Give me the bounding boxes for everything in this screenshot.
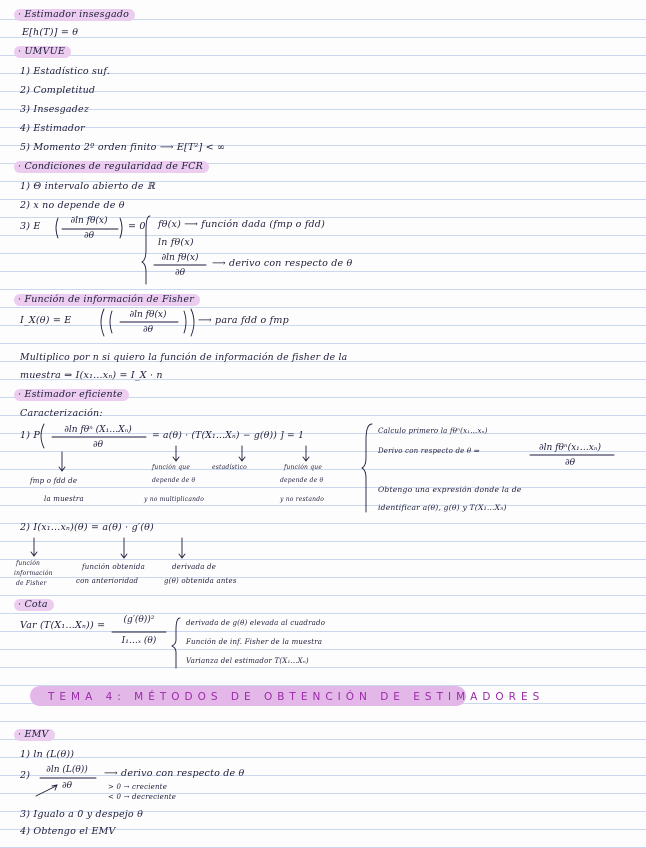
umvue-item: 4) Estimador bbox=[20, 123, 85, 134]
cota-brace-line: Varianza del estimador T(X₁…Xₙ) bbox=[186, 657, 309, 665]
section-regularidad: · Condiciones de regularidad de FCR bbox=[14, 161, 209, 173]
emv-step: 1) ln (L(θ)) bbox=[20, 749, 75, 760]
section-eficiente: · Estimador eficiente bbox=[14, 389, 129, 401]
caracterizacion-label: Caracterización: bbox=[20, 408, 103, 419]
regularity-brace-numerator: ∂ln fθ(x) bbox=[161, 253, 199, 263]
paren-right bbox=[184, 311, 186, 333]
eficiente-step: identificar a(θ), g(θ) y T(X₁…Xₙ) bbox=[378, 503, 507, 512]
arrow-line bbox=[36, 786, 56, 796]
emv-increasing: > 0 → creciente bbox=[108, 783, 168, 791]
regularity-item-3-lead: 3) E bbox=[20, 221, 41, 232]
brace bbox=[142, 216, 150, 284]
regularity-item-3-denominator: ∂θ bbox=[83, 231, 95, 241]
umvue-item: 5) Momento 2º orden finito ⟶ E[T²] < ∞ bbox=[20, 142, 226, 153]
paren-left bbox=[110, 311, 112, 333]
cota-lhs: Var (T(X₁…Xₙ)) = bbox=[20, 620, 106, 631]
label-a-theta: depende de θ bbox=[152, 477, 196, 484]
bracket-right bbox=[120, 218, 122, 238]
characterization-2: 2) I(x₁…xₙ)(θ) = a(θ) · g′(θ) bbox=[20, 522, 154, 533]
label-derivative-g: g(θ) obtenida antes bbox=[164, 577, 237, 585]
emv-step-2-denominator: ∂θ bbox=[61, 781, 73, 791]
unbiased-equation: E[h(T)] = θ bbox=[22, 27, 79, 38]
brace bbox=[362, 424, 372, 512]
cota-brace-line: Función de inf. Fisher de la muestra bbox=[186, 638, 323, 646]
bracket-left bbox=[56, 218, 58, 238]
fisher-multiply-note: Multiplico por n si quiero la función de información de fisher de la bbox=[20, 352, 348, 363]
regularity-brace-denominator: ∂θ bbox=[174, 268, 186, 278]
regularity-brace-line: fθ(x) ⟶ función dada (fmp o fdd) bbox=[158, 219, 325, 230]
regularity-brace-line: ln fθ(x) bbox=[158, 237, 194, 248]
cota-brace-line: derivada de g(θ) elevada al cuadrado bbox=[186, 619, 326, 627]
label-fisher-info: función bbox=[16, 560, 41, 567]
brace bbox=[172, 618, 180, 668]
label-derivative-g: derivada de bbox=[172, 563, 217, 571]
characterization-1-numerator: ∂ln fθⁿ (X₁…Xₙ) bbox=[64, 425, 132, 435]
eficiente-step-denominator: ∂θ bbox=[564, 458, 576, 468]
eficiente-step: Obtengo una expresión donde la de bbox=[378, 485, 522, 494]
bracket-left bbox=[41, 424, 44, 448]
label-fisher-info: información bbox=[14, 570, 53, 577]
label-g-theta: y no restando bbox=[280, 496, 325, 503]
fisher-multiply-note: muestra ⇒ I(x₁…xₙ) = I_X · n bbox=[20, 370, 163, 381]
emv-step: 3) Igualo a 0 y despejo θ bbox=[20, 809, 143, 820]
umvue-item: 3) Insesgadez bbox=[20, 104, 90, 115]
fisher-equation-tail: ⟶ para fdd o fmp bbox=[198, 315, 289, 326]
label-a-theta: y no multiplicando bbox=[144, 496, 205, 503]
section-estimador-insesgado: · Estimador insesgado bbox=[14, 9, 135, 21]
bracket-right bbox=[191, 309, 194, 336]
cota-numerator: (g′(θ))² bbox=[123, 615, 155, 625]
label-a-theta: función que bbox=[152, 464, 191, 471]
characterization-1-lead: 1) P bbox=[20, 430, 40, 441]
regularity-item-3-equals: = 0 bbox=[128, 221, 146, 232]
tema-title: TEMA 4: MÉTODOS DE OBTENCIÓN DE ESTIMADORES bbox=[48, 691, 545, 703]
section-fisher: · Función de información de Fisher bbox=[14, 294, 200, 306]
emv-step-2-numerator: ∂ln (L(θ)) bbox=[46, 765, 88, 775]
eficiente-step: Calculo primero la fθⁿ(x₁…xₙ) bbox=[378, 427, 488, 435]
umvue-item: 2) Completitud bbox=[20, 85, 96, 96]
fisher-equation-denominator: ∂θ bbox=[142, 325, 154, 335]
label-fmp-fdd: la muestra bbox=[44, 495, 84, 503]
label-obtained-function: con anterioridad bbox=[76, 577, 139, 585]
umvue-item: 1) Estadístico suf. bbox=[20, 66, 110, 77]
emv-decreasing: < 0 → decreciente bbox=[108, 793, 177, 801]
regularity-item-3-numerator: ∂ln fθ(x) bbox=[70, 216, 108, 226]
emv-step-2-lead: 2) bbox=[20, 770, 31, 781]
eficiente-step-numerator: ∂ln fθⁿ(x₁…xₙ) bbox=[538, 443, 601, 453]
regularity-item: 2) x no depende de θ bbox=[20, 200, 125, 211]
emv-step: 4) Obtengo el EMV bbox=[20, 826, 116, 837]
regularity-brace-line: ⟶ derivo con respecto de θ bbox=[212, 258, 353, 269]
label-fisher-info: de Fisher bbox=[16, 580, 47, 587]
label-estadistico: estadístico bbox=[212, 464, 247, 471]
label-obtained-function: función obtenida bbox=[82, 563, 145, 571]
bracket-left bbox=[101, 309, 104, 336]
characterization-1-denominator: ∂θ bbox=[92, 440, 104, 450]
cota-denominator: I₁…ₓ (θ) bbox=[121, 636, 157, 646]
regularity-item: 1) Θ intervalo abierto de ℝ bbox=[20, 181, 156, 192]
eficiente-step: Derivo con respecto de θ ⇒ bbox=[378, 447, 480, 455]
characterization-1-rhs: = a(θ) · (T(X₁…Xₙ) − g(θ)) ] = 1 bbox=[152, 430, 305, 441]
label-g-theta: depende de θ bbox=[280, 477, 324, 484]
emv-step-2-text: ⟶ derivo con respecto de θ bbox=[104, 768, 245, 779]
fisher-equation-lead: I_X(θ) = E bbox=[20, 315, 72, 326]
section-emv: · EMV bbox=[14, 729, 55, 741]
label-g-theta: función que bbox=[284, 464, 323, 471]
label-fmp-fdd: fmp o fdd de bbox=[30, 477, 78, 485]
section-cota: · Cota bbox=[14, 599, 54, 611]
fisher-equation-numerator: ∂ln fθ(x) bbox=[129, 310, 167, 320]
section-umvue: · UMVUE bbox=[14, 46, 71, 58]
